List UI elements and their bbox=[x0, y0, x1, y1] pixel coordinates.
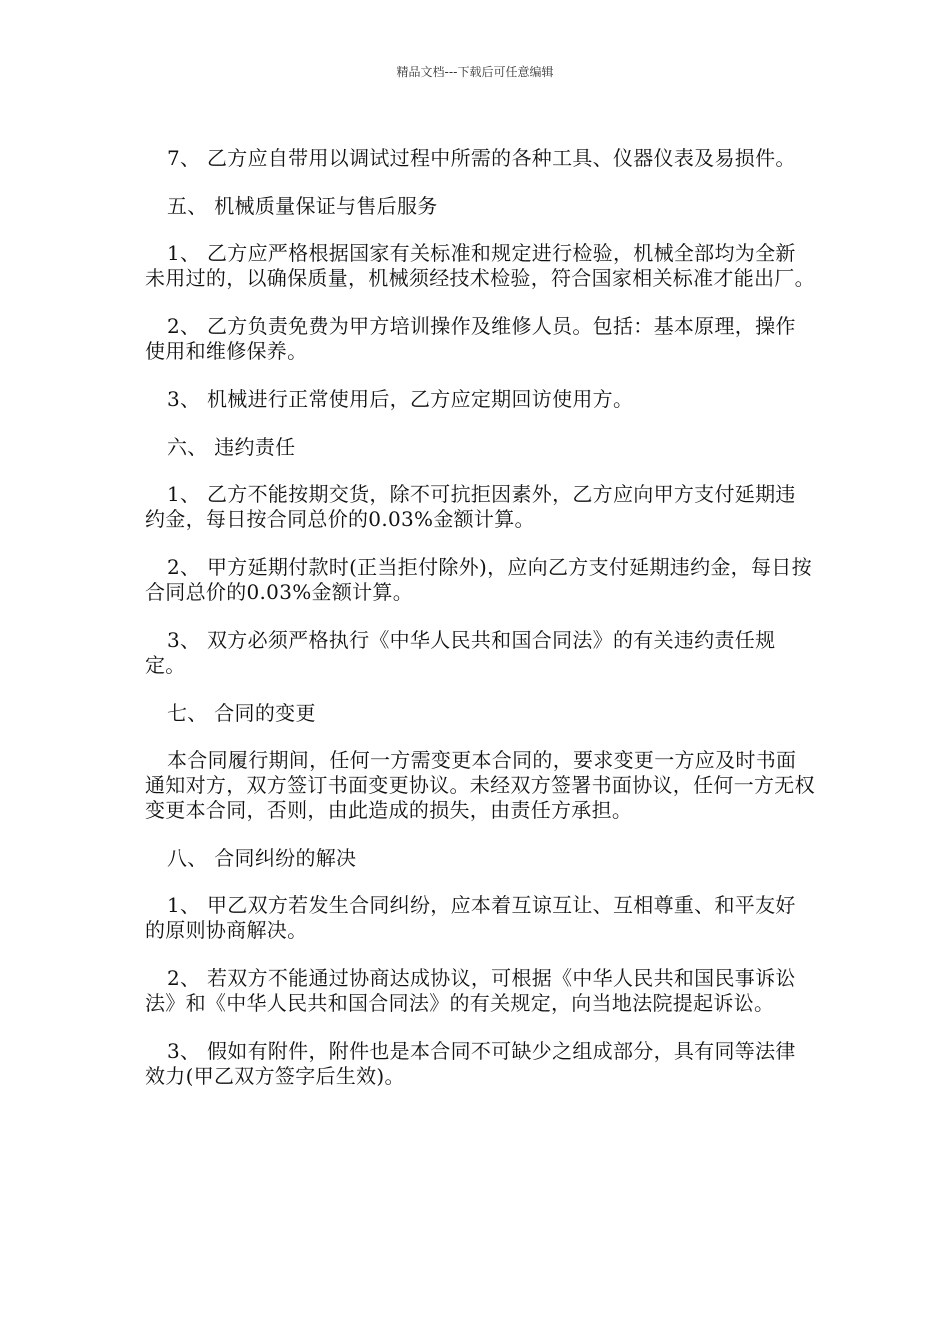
clause-5-2: 2、 乙方负责免费为甲方培训操作及维修人员。包括：基本原理，操作使用和维修保养。 bbox=[145, 314, 796, 363]
clause-6-2: 2、 甲方延期付款时(正当拒付除外)，应向乙方支付延期违约金，每日按合同总价的0.03%金额计算。 bbox=[145, 555, 812, 604]
clause-8-1: 1、 甲乙双方若发生合同纠纷，应本着互谅互让、互相尊重、和平友好的原则协商解决。 bbox=[145, 893, 796, 942]
section-heading-7: 七、 合同的变更 bbox=[167, 701, 316, 725]
section-heading-8: 八、 合同纠纷的解决 bbox=[167, 846, 357, 870]
page-header: 精品文档---下载后可任意编辑 bbox=[396, 65, 554, 79]
document-body bbox=[145, 146, 815, 1112]
section-heading-5: 五、 机械质量保证与售后服务 bbox=[167, 194, 438, 218]
clause-5-1: 1、 乙方应严格根据国家有关标准和规定进行检验，机械全部均为全新未用过的，以确保质量，机械须经技术检验，符合国家相关标准才能出厂。 bbox=[145, 241, 815, 290]
clause-5-3: 3、 机械进行正常使用后，乙方应定期回访使用方。 bbox=[167, 387, 634, 411]
section-heading-6: 六、 违约责任 bbox=[167, 435, 296, 459]
clause-7-tools: 7、 乙方应自带用以调试过程中所需的各种工具、仪器仪表及易损件。 bbox=[167, 146, 796, 170]
clause-8-3: 3、 假如有附件，附件也是本合同不可缺少之组成部分，具有同等法律效力(甲乙双方签字后生效)。 bbox=[145, 1039, 796, 1088]
clause-8-2: 2、 若双方不能通过协商达成协议，可根据《中华人民共和国民事诉讼法》和《中华人民共和国合同法》的有关规定，向当地法院提起诉讼。 bbox=[145, 966, 796, 1015]
clause-6-1: 1、 乙方不能按期交货，除不可抗拒因素外，乙方应向甲方支付延期违约金，每日按合同总价的0.03%金额计算。 bbox=[145, 482, 796, 531]
clause-6-3: 3、 双方必须严格执行《中华人民共和国合同法》的有关违约责任规定。 bbox=[145, 628, 776, 677]
clause-7-change: 本合同履行期间，任何一方需变更本合同的，要求变更一方应及时书面通知对方，双方签订书面变更协议。未经双方签署书面协议，任何一方无权变更本合同，否则，由此造成的损失，由责任方承担。 bbox=[145, 748, 815, 822]
